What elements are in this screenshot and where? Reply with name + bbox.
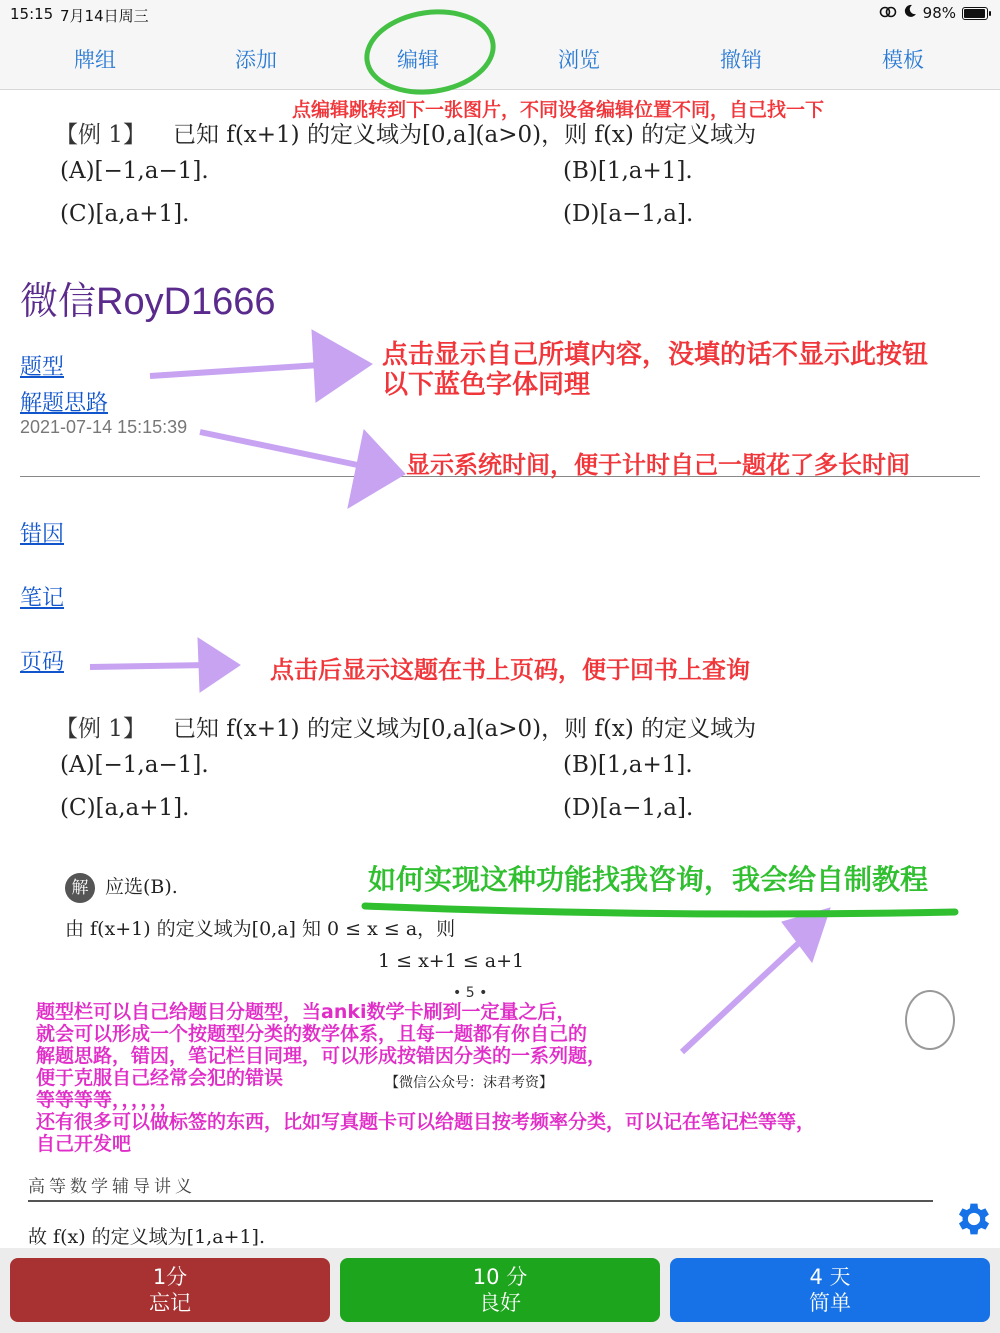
page-hint: 点击后显示这题在书上页码，便于回书上查询 <box>270 656 750 684</box>
handout-conclusion: 故 f(x) 的定义域为[1,a+1]. <box>28 1226 265 1248</box>
wechat-id: 微信RoyD1666 <box>20 281 276 323</box>
book-footer: 【微信公众号：沫君考资】 <box>385 1075 553 1091</box>
time-hint: 显示系统时间，便于计时自己一题花了多长时间 <box>406 451 910 479</box>
option-d: (D)[a−1,a]. <box>563 201 694 227</box>
answer-interval: 1分 <box>152 1265 188 1289</box>
arrow-head-time <box>348 430 405 508</box>
arrow-shaft-time <box>200 432 372 468</box>
answer-easy-button[interactable] <box>670 1258 990 1322</box>
fields-hint-2: 以下蓝色字体同理 <box>382 370 591 400</box>
field-link-error-cause[interactable]: 错因 <box>20 522 65 547</box>
tab-browse[interactable]: 浏览 <box>558 48 600 72</box>
problem-image-bottom <box>55 706 935 826</box>
answer-good-button[interactable] <box>340 1258 660 1322</box>
answer-label: 简单 <box>809 1291 851 1315</box>
field-link-notes[interactable]: 笔记 <box>20 586 65 611</box>
arrow-shaft-page <box>90 665 210 667</box>
solution-choice: 应选(B). <box>105 876 178 898</box>
tab-add[interactable]: 添加 <box>235 48 277 72</box>
option-a: (A)[−1,a−1]. <box>60 158 209 184</box>
contact-hint: 如何实现这种功能找我咨询，我会给自制教程 <box>368 863 929 896</box>
problem-label: 【例 1】 <box>55 122 146 148</box>
edit-hint: 点编辑跳转到下一张图片，不同设备编辑位置不同，自己找一下 <box>292 99 825 121</box>
problem-label: 【例 1】 <box>55 716 146 742</box>
arrow-head-fields <box>312 330 372 402</box>
gear-icon[interactable] <box>953 1198 995 1240</box>
arrow-shaft-explanation <box>682 940 802 1052</box>
field-link-page[interactable]: 页码 <box>20 650 65 675</box>
field-link-type[interactable]: 题型 <box>20 355 65 380</box>
handout-rule <box>28 1200 933 1202</box>
explanation-line: 便于克服自己经常会犯的错误 <box>36 1067 284 1089</box>
answer-label: 良好 <box>479 1291 521 1315</box>
option-a: (A)[−1,a−1]. <box>60 752 209 778</box>
explanation-line: 等等等等，，，，，， <box>36 1089 179 1111</box>
tab-edit[interactable]: 编辑 <box>397 48 439 72</box>
status-date: 7月14日周三 <box>60 7 149 25</box>
tab-template[interactable]: 模板 <box>882 48 924 72</box>
option-d: (D)[a−1,a]. <box>563 795 694 821</box>
answer-label: 忘记 <box>149 1291 191 1315</box>
field-link-approach[interactable]: 解题思路 <box>20 391 109 416</box>
problem-stem: 已知 f(x+1) 的定义域为[0,a](a>0)，则 f(x) 的定义域为 <box>173 716 757 742</box>
tab-decks[interactable]: 牌组 <box>74 48 116 72</box>
option-b: (B)[1,a+1]. <box>563 158 693 184</box>
solution-badge-icon: 解 <box>65 873 95 903</box>
arrow-shaft-fields <box>150 364 335 376</box>
explanation-line: 自己开发吧 <box>36 1133 132 1155</box>
explanation-line: 就会可以形成一个按题型分类的数学体系，且每一题都有你自己的 <box>36 1023 588 1045</box>
handout-title: 高等数学辅导讲义 <box>28 1177 196 1197</box>
solution-choice-row <box>65 872 178 903</box>
scroll-handle[interactable] <box>905 990 955 1050</box>
book-page-number: • 5 • <box>453 985 488 1001</box>
solution-line-1: 由 f(x+1) 的定义域为[0,a] 知 0 ≤ x ≤ a，则 <box>65 918 456 940</box>
option-c: (C)[a,a+1]. <box>60 795 190 821</box>
answer-interval: 10 分 <box>472 1265 528 1289</box>
card-timestamp: 2021-07-14 15:15:39 <box>20 417 188 437</box>
answer-interval: 4 天 <box>809 1265 851 1289</box>
explanation-line: 题型栏可以自己给题目分题型，当anki数学卡刷到一定量之后， <box>36 1001 576 1023</box>
problem-stem: 已知 f(x+1) 的定义域为[0,a](a>0)，则 f(x) 的定义域为 <box>173 122 757 148</box>
option-b: (B)[1,a+1]. <box>563 752 693 778</box>
status-time: 15:15 <box>10 5 54 23</box>
fields-hint-1: 点击显示自己所填内容，没填的话不显示此按钮 <box>382 340 929 370</box>
tab-undo[interactable]: 撤销 <box>720 48 762 72</box>
explanation-line: 解题思路，错因，笔记栏目同理，可以形成按错因分类的一系列题， <box>36 1045 607 1067</box>
explanation-line: 还有很多可以做标签的东西，比如写真题卡可以给题目按考频率分类，可以记在笔记栏等等， <box>36 1111 816 1133</box>
battery-percent: 98% <box>922 4 956 22</box>
arrow-head-page <box>198 638 240 692</box>
answer-again-button[interactable] <box>10 1258 330 1322</box>
option-c: (C)[a,a+1]. <box>60 201 190 227</box>
solution-line-2: 1 ≤ x+1 ≤ a+1 <box>378 950 525 972</box>
